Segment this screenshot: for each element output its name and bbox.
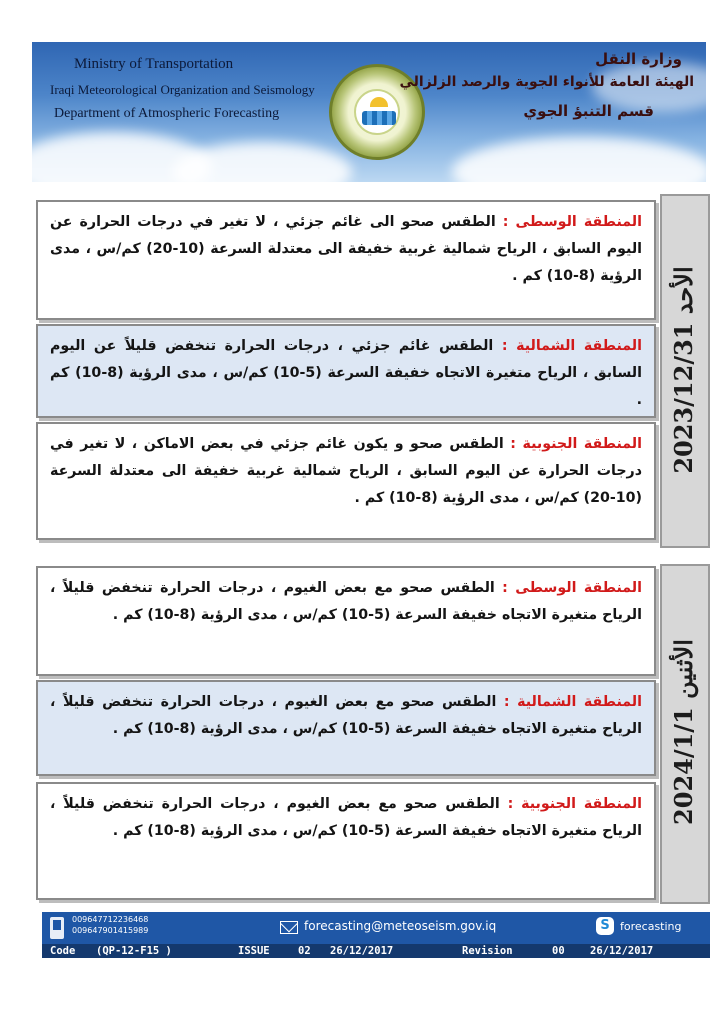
footer-document-code-bar: [42, 944, 710, 958]
skype-handle[interactable]: forecasting: [620, 920, 682, 933]
forecast-text: الطقس صحو و يكون غائم جزئي في بعض الاماكن ، لا تغير في درجات الحرارة عن اليوم السابق ، الرياح شمالية غربية خفيفة الى معتدلة السرعة (10-20) كم/س ، مدى الرؤية (8-10) كم .: [50, 436, 642, 506]
forecast-text: الطقس غائم جزئي ، درجات الحرارة تنخفض قليلاً عن اليوم السابق ، الرياح متغيرة الاتجاه خفيفة السرعة (5-10) كم/س ، مدى الرؤية (8-10) كم .: [50, 338, 642, 408]
issue-date: 26/12/2017: [330, 945, 394, 957]
region-label: المنطقة الشمالية :: [503, 694, 642, 710]
revision-date: 26/12/2017: [590, 945, 654, 957]
code-value: (QP-12-F15 ): [96, 945, 172, 957]
forecast-text: الطقس صحو مع بعض الغيوم ، درجات الحرارة تنخفض قليلاً ، الرياح متغيرة الاتجاه خفيفة السرعة (5-10) كم/س ، مدى الرؤية (8-10) كم .: [50, 796, 642, 839]
ministry-title-ar: وزارة النقل: [595, 50, 682, 68]
phone-number-2: 009647901415989: [72, 926, 149, 935]
revision-label: Revision: [462, 945, 513, 957]
day2-date-panel: [660, 564, 710, 904]
region-label: المنطقة الجنوبية :: [507, 796, 642, 812]
day2-date: الأثنين 2024/1/1: [669, 639, 698, 825]
forecast-text: الطقس صحو مع بعض الغيوم ، درجات الحرارة تنخفض قليلاً ، الرياح متغيرة الاتجاه خفيفة السرعة (5-10) كم/س ، مدى الرؤية (8-10) كم .: [50, 694, 642, 737]
region-label: المنطقة الوسطى :: [502, 580, 642, 596]
day2-central-forecast: [36, 566, 656, 676]
organization-title-ar: الهيئة العامة للأنواء الجوية والرصد الزلزالي: [399, 74, 694, 90]
code-label: Code: [50, 945, 76, 957]
region-label: المنطقة الجنوبية :: [510, 436, 642, 452]
region-label: المنطقة الوسطى :: [502, 214, 642, 230]
phone-number-1: 009647712236468: [72, 915, 149, 924]
department-title-en: Department of Atmospheric Forecasting: [54, 106, 280, 121]
forecast-text: الطقس صحو الى غائم جزئي ، لا تغير في درجات الحرارة عن اليوم السابق ، الرياح شمالية غربية خفيفة الى معتدلة السرعة (10-20) كم/س ، مدى الرؤية (8-10) كم .: [50, 214, 643, 284]
day2-north-forecast: [36, 680, 656, 776]
phone-icon: [50, 917, 64, 939]
water-icon: [362, 111, 396, 125]
day1-central-forecast: [36, 200, 656, 320]
revision-number: 00: [552, 945, 565, 957]
region-label: المنطقة الشمالية :: [501, 338, 642, 354]
day1-south-forecast: [36, 422, 656, 540]
email-icon: [280, 921, 298, 934]
organization-title-en: Iraqi Meteorological Organization and Seismology: [50, 82, 315, 97]
sun-icon: [370, 97, 388, 107]
department-title-ar: قسم التنبؤ الجوي: [523, 102, 654, 120]
day1-date: الأحد 2023/12/31: [669, 266, 698, 474]
forecast-text: الطقس صحو مع بعض الغيوم ، درجات الحرارة تنخفض قليلاً ، الرياح متغيرة الاتجاه خفيفة السرعة (5-10) كم/س ، مدى الرؤية (8-10) كم .: [50, 580, 642, 623]
day1-date-panel: [660, 194, 710, 548]
ministry-title-en: Ministry of Transportation: [74, 56, 234, 72]
issue-number: 02: [298, 945, 311, 957]
skype-icon: S: [596, 917, 614, 935]
header-banner: [32, 42, 706, 182]
issue-label: ISSUE: [238, 945, 270, 957]
email-link[interactable]: forecasting@meteoseism.gov.iq: [304, 919, 497, 933]
day2-south-forecast: [36, 782, 656, 900]
day1-north-forecast: [36, 324, 656, 418]
